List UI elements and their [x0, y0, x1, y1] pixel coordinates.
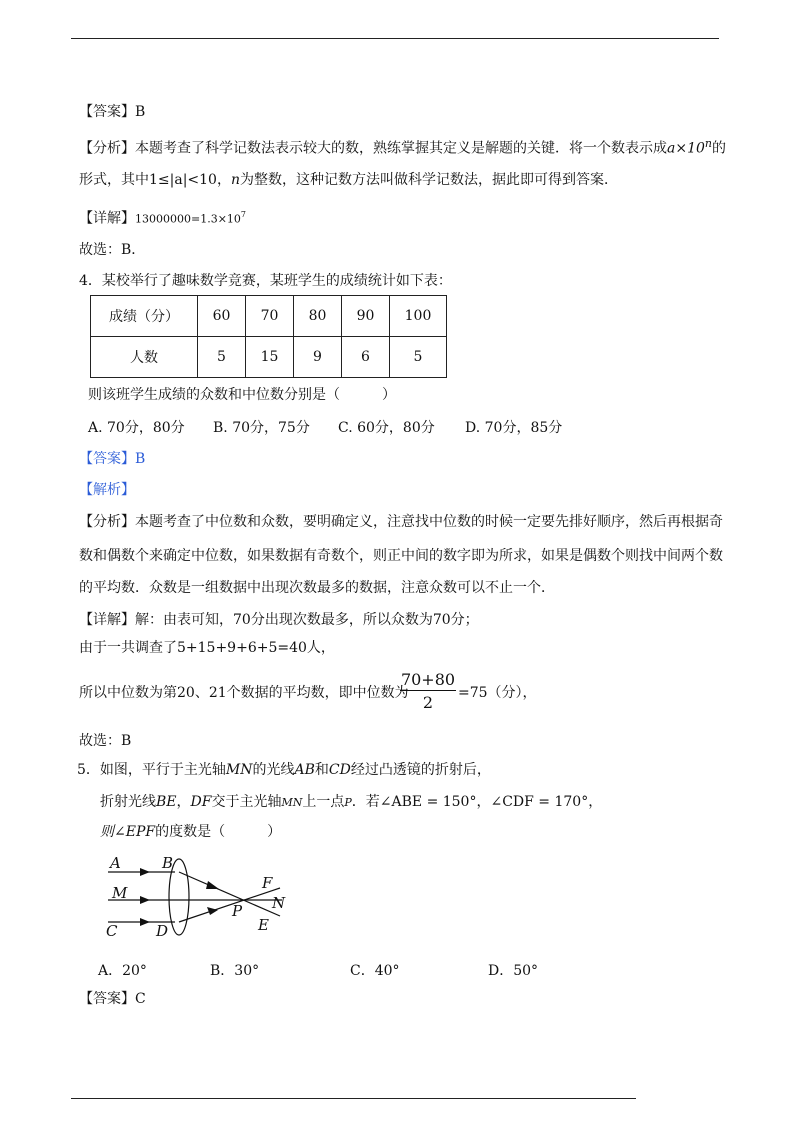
q4-detail-3: 所以中位数为第20、21个数据的平均数，即中位数为	[79, 685, 409, 701]
option-b: B．30°	[210, 963, 260, 979]
q5-stem-line-1: 5．如图，平行于主光轴MN的光线AB和CD经过凸透镜的折射后，	[77, 762, 491, 778]
table-cell-header: 人数	[91, 337, 198, 378]
option-c: C．40°	[350, 963, 400, 979]
header-rule	[71, 38, 719, 39]
option-d: D. 70分，85分	[465, 420, 563, 436]
q4-detail-2: 由于一共调查了5+15+9+6+5=40人，	[79, 640, 335, 656]
q4-analysis-line-1: 【分析】本题考查了中位数和众数，要明确定义，注意找中位数的时候一定要先排好顺序，然后再根据奇	[79, 514, 723, 530]
math-inequality: 1≤|a|<10	[149, 172, 217, 188]
q3-answer: 【答案】B	[79, 104, 146, 120]
arrow-icon	[206, 881, 219, 889]
q4-jiexi: 【解析】	[79, 482, 135, 498]
q3-analysis-line-1: 【分析】本题考查了科学记数法表示较大的数，熟练掌握其定义是解题的关键．将一个数表示成$a\times 10^n$的	[79, 137, 726, 157]
label-d: D	[156, 922, 169, 940]
analysis-label: 【分析】	[79, 140, 135, 157]
q3-choose: 故选：B．	[79, 242, 146, 258]
table-cell: 60	[198, 296, 246, 337]
label-n: N	[272, 894, 286, 912]
q4-options	[88, 417, 562, 437]
label-m: M	[112, 884, 128, 902]
q4-detail-3-result: =75（分），	[458, 685, 537, 701]
table-cell-header: 成绩（分）	[91, 296, 198, 337]
label-p: P	[232, 902, 243, 920]
fraction	[400, 670, 456, 712]
option-c: C. 60分，80分	[338, 420, 435, 436]
label-e: E	[258, 916, 269, 934]
q3-analysis-line-2: 形式，其中1≤|a|<10，n为整数，这种记数方法叫做科学记数法，据此即可得到答案．	[79, 172, 618, 188]
option-a: A. 70分，80分	[88, 420, 185, 436]
table-row	[91, 337, 447, 378]
q5-options	[98, 960, 538, 980]
footer-rule	[71, 1098, 636, 1099]
table-cell: 15	[246, 337, 294, 378]
table-row	[91, 296, 447, 337]
table-cell: 5	[390, 337, 447, 378]
fraction-denominator: 2	[422, 693, 434, 712]
q4-detail-1: 【详解】解：由表可知，70分出现次数最多，所以众数为70分；	[79, 612, 479, 628]
q5-stem-line-2: 折射光线BE，DF交于主光轴MN上一点P．若∠ABE = 150°，∠CDF = 170°，	[100, 794, 603, 810]
q3-detail: 【详解】$13000000=1.3\times 10^7$	[79, 210, 247, 227]
option-a: A．20°	[98, 963, 147, 979]
table-cell: 70	[246, 296, 294, 337]
q4-question: 则该班学生成绩的众数和中位数分别是（ ）	[88, 387, 396, 403]
label-b: B	[162, 854, 174, 872]
arrow-icon	[140, 918, 150, 926]
q5-stem-line-3: 则∠EPF的度数是（ ）	[100, 824, 282, 840]
lens-figure	[100, 852, 300, 946]
table-cell: 9	[294, 337, 342, 378]
option-d: D．50°	[488, 963, 539, 979]
q5-answer: 【答案】C	[79, 991, 146, 1007]
arrow-icon	[140, 868, 150, 876]
table-cell: 5	[198, 337, 246, 378]
table-cell: 100	[390, 296, 447, 337]
q4-answer: 【答案】B	[79, 451, 146, 467]
label-f: F	[262, 874, 273, 892]
fraction-numerator: 70+80	[400, 670, 456, 689]
table-cell: 90	[342, 296, 390, 337]
q4-analysis-line-3: 的平均数．众数是一组数据中出现次数最多的数据，注意众数可以不止一个．	[79, 580, 555, 596]
q4-choose: 故选：B	[79, 733, 132, 749]
table-cell: 80	[294, 296, 342, 337]
arrow-icon	[140, 896, 150, 904]
score-table	[90, 295, 447, 378]
q4-stem: 4．某校举行了趣味数学竞赛，某班学生的成绩统计如下表：	[79, 273, 452, 289]
label-c: C	[106, 922, 118, 940]
table-cell: 6	[342, 337, 390, 378]
q4-analysis-line-2: 数和偶数个来确定中位数，如果数据有奇数个，则正中间的数字即为所求，如果是偶数个则找中间两个数	[79, 548, 723, 564]
label-a: A	[110, 854, 121, 872]
arrow-icon	[207, 907, 218, 915]
arrowheads	[140, 868, 219, 926]
option-b: B. 70分，75分	[213, 420, 310, 436]
